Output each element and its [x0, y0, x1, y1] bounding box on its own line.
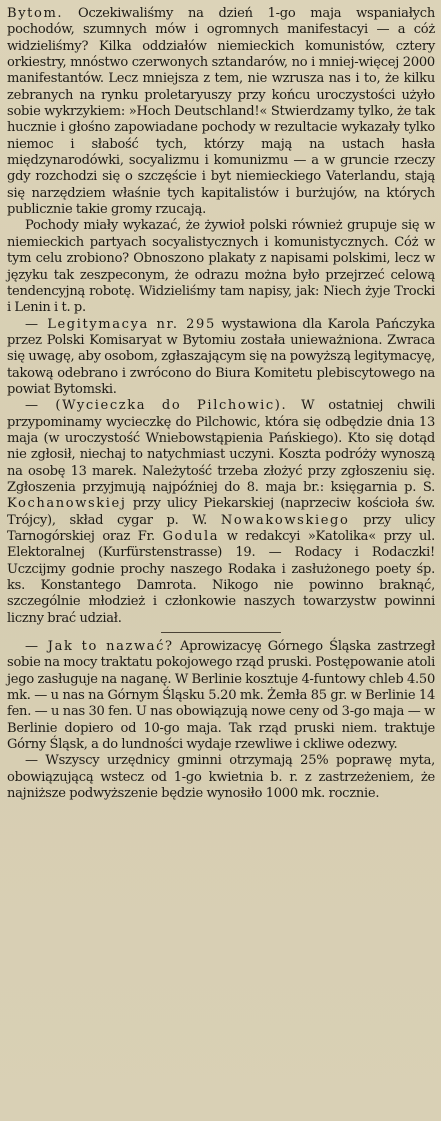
paragraph-text: Oczekiwaliśmy na dzień 1-go maja wspaniałych pochodów, szumnych mów i ogromnych manifestacyi — a cóż widzieliśmy? Kilka oddziałów niemieckich komunistów, cztery orkiestry, mnóstwo czerwonych sztandarów, no i mniej-więcej 2000 manifestantów. Lecz mniejsza z tem, nie wzrusza nas i to, że kilku zebranych na rynku proletaryuszy przy końcu uroczystości użyło sobie wykrzykiem: »Hoch Deutschland!« Stwierdzamy tylko, że tak hucznie i głośno zapowiadane pochody w rezultacie wykazały tylko niemoc i słabość tych, którzy mają na ustach hasła międzynarodówki, socyalizmu i komunizmu — a w gruncie rzeczy gdy rozchodzi się o szczęście i byt niemieckiego Vaterlandu, stają się narzędziem właśnie tych kapitalistów i burżujów, na których publicznie takie gromy rzucają. — [7, 6, 435, 218]
paragraph-text: przy ulicy Piekarskiej (naprzeciw kościoła św. Trójcy), skład cygar p. W. — [7, 496, 435, 528]
article-legitymacya — [7, 317, 435, 399]
article-bytom-may-day — [7, 6, 435, 218]
article-lead: — Jak to nazwać? — [25, 639, 174, 655]
article-wycieczka — [7, 398, 435, 627]
paragraph-text: w redakcyi »Katolika« przy ul. Elektoralnej (Kurfürstenstrasse) 19. — Rodacy i Rodaczki! Uczcijmy godnie prochy naszego Rodaka i zasłużonego poety śp. ks. Konstantego Damrota. Nikogo nie powinno braknąć, szczególnie młodzież i członkowie naszych towarzystw powinni liczny brać udział. — [7, 529, 435, 626]
article-urzednicy: — Wszyscy urzędnicy gminni otrzymają 25% poprawę myta, obowiązującą wstecz od 1-go kwietnia b. r. z zastrzeżeniem, że najniższe podwyższenie będzie wynosiło 1000 mk. rocznie. — [7, 753, 435, 802]
spaced-name: Godula — [162, 529, 220, 544]
paragraph-text: przy ulicy Tarnogórskiej oraz Fr. — [7, 512, 435, 544]
section-divider — [161, 632, 281, 633]
paragraph-text: wystawiona dla Karola Pańczyka przez Polski Komisaryat w Bytomiu została unieważniona. Zwraca się uwagę, aby osobom, zgłaszającym się na powyższą legitymacyę, takową odebrano i zwrócono do Biura Komitetu plebiscytowego na powiat Bytomski. — [7, 316, 435, 397]
article-marches-paragraph: Pochody miały wykazać, że żywioł polski również grupuje się w niemieckich partyach socyalistycznych i komunistycznych. Cóż w tym celu zrobiono? Obnoszono plakaty z napisami polskimi, lecz w języku tak zeszpeconym, że odrazu można było przejrzeć celową tendencyjną robotę. Widzieliśmy tam napisy, jak: Niech żyje Trocki i Lenin i t. p. — [7, 218, 435, 316]
paragraph-text: W ostatniej chwili przypominamy wycieczkę do Pilchowic, która się odbędzie dnia 13 maja (w uroczystość Wniebowstąpienia Pańskiego). Kto się dotąd nie zgłosił, niechaj to natychmiast uczyni. Koszta podróży wynoszą na osobę 13 marek. Należytość trzeba złożyć przy zgłoszeniu się. Zgłoszenia przyjmują najpóźniej do 8. maja br.: księgarnia p. S. — [7, 398, 435, 495]
spaced-name: Nowakowskiego — [220, 512, 350, 528]
article-lead: — Legitymacya nr. 295 — [25, 316, 216, 332]
paragraph-text: Aprowizacyę Górnego Śląska zastrzegł sobie na mocy traktatu pokojowego rząd pruski. Postępowanie atoli jego zasługuje na naganę. W Berlinie kosztuje 4-funtowy chleb 4.50 mk. — u nas na Górnym Śląsku 5.20 mk. Żemła 85 gr. w Berlinie 14 fen. — u nas 30 fen. U nas obowiązują nowe ceny od 3-go maja — w Berlinie dopiero od 10-go maja. Tak rząd pruski niem. traktuje Górny Śląsk, a do lundności wydaje rzewliwe i ckliwe odezwy. — [7, 639, 435, 753]
place-dateline: Bytom. — [7, 6, 64, 21]
spaced-name: Kochanowskiej — [7, 496, 127, 512]
article-lead: — (Wycieczka do Pilchowic). — [25, 398, 288, 414]
article-jak-to-nazwac — [7, 639, 435, 753]
